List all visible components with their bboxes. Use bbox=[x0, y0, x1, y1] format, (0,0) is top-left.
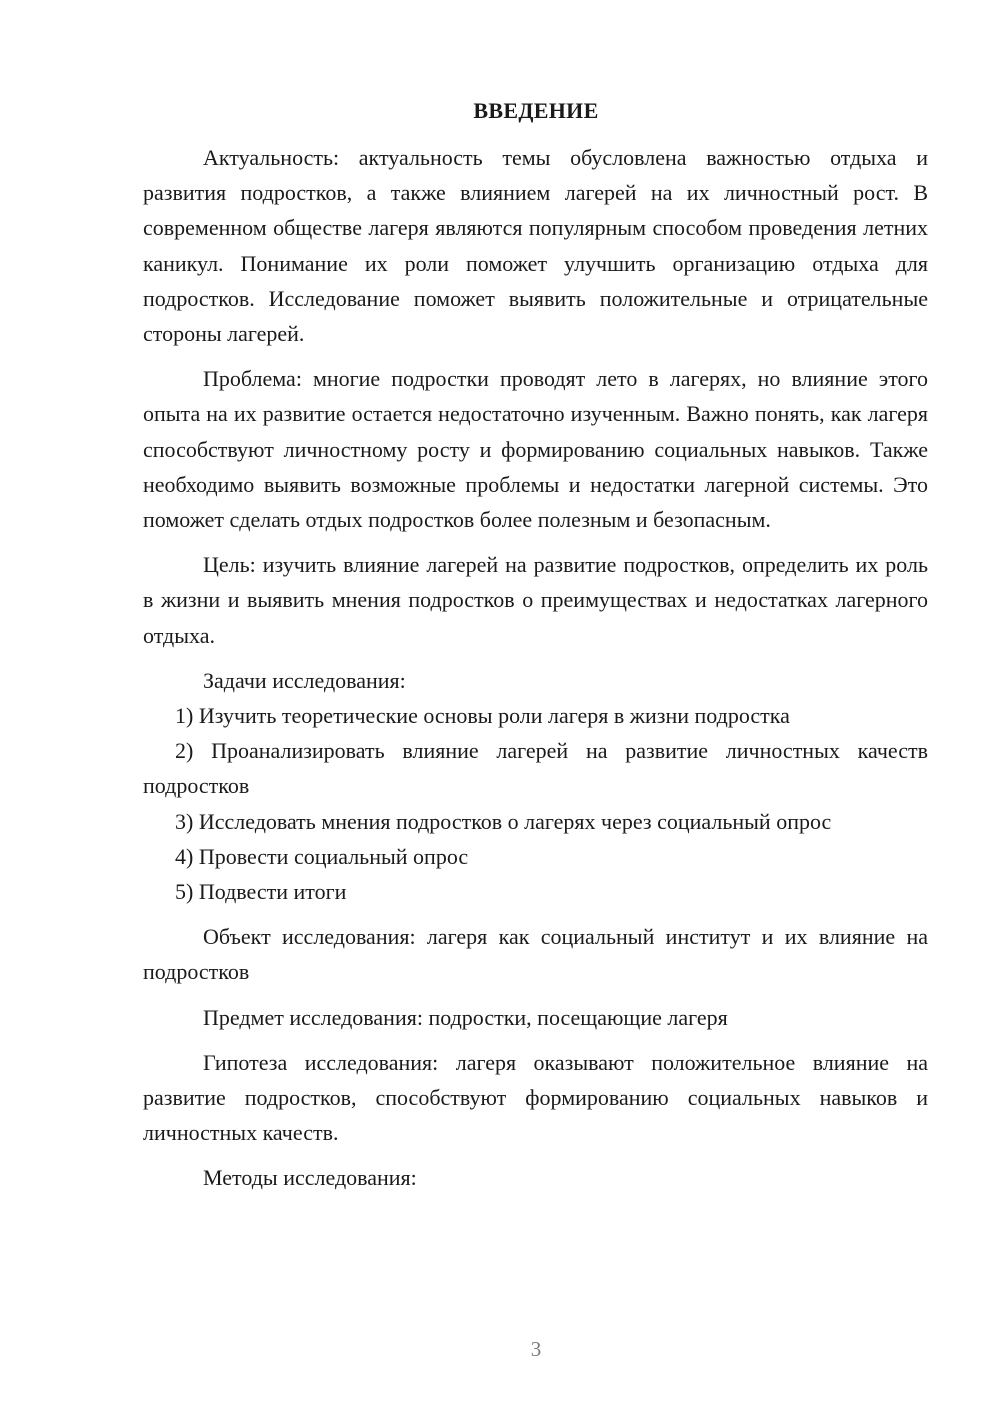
page-title: ВВЕДЕНИЕ bbox=[473, 98, 599, 123]
paragraph-hypothesis: Гипотеза исследования: лагеря оказывают положительное влияние на развитие подростков, способствуют формированию социальных навыков и личностных качеств. bbox=[143, 1049, 928, 1146]
paragraph-subject: Предмет исследования: подростки, посещающие лагеря bbox=[203, 1004, 728, 1030]
paragraph-object: Объект исследования: лагеря как социальный институт и их влияние на подростков bbox=[143, 924, 928, 985]
paragraph-relevance: Актуальность: актуальность темы обусловлена важностью отдыха и развития подростков, а также влиянием лагерей на их личностный рост. В современном обществе лагеря являются популярным способом проведения летних каникул. Понимание их роли поможет улучшить организацию отдыха для подростков. Исследование поможет выявить положительные и отрицательные стороны лагерей. bbox=[143, 145, 928, 347]
task-item: 5) Подвести итоги bbox=[175, 879, 347, 905]
paragraph-tasks-heading: Задачи исследования: bbox=[203, 667, 406, 693]
document-body bbox=[143, 140, 928, 1196]
paragraph-problem: Проблема: многие подростки проводят лето в лагерях, но влияние этого опыта на их развитие остается недостаточно изученным. Важно понять, как лагеря способствуют личностному росту и формированию социальных навыков. Также необходимо выявить возможные проблемы и недостатки лагерной системы. Это поможет сделать отдых подростков более полезным и безопасным. bbox=[143, 366, 928, 533]
task-item: 2) Проанализировать влияние лагерей на развитие личностных качеств подростков bbox=[143, 738, 928, 799]
task-item: 1) Изучить теоретические основы роли лагеря в жизни подростка bbox=[175, 703, 790, 729]
paragraph-goal: Цель: изучить влияние лагерей на развитие подростков, определить их роль в жизни и выявить мнения подростков о преимуществах и недостатках лагерного отдыха. bbox=[143, 552, 928, 648]
paragraph-methods-heading: Методы исследования: bbox=[203, 1165, 417, 1191]
page-number: 3 bbox=[530, 1337, 542, 1361]
task-item: 3) Исследовать мнения подростков о лагерях через социальный опрос bbox=[175, 808, 832, 834]
task-item: 4) Провести социальный опрос bbox=[175, 843, 469, 869]
